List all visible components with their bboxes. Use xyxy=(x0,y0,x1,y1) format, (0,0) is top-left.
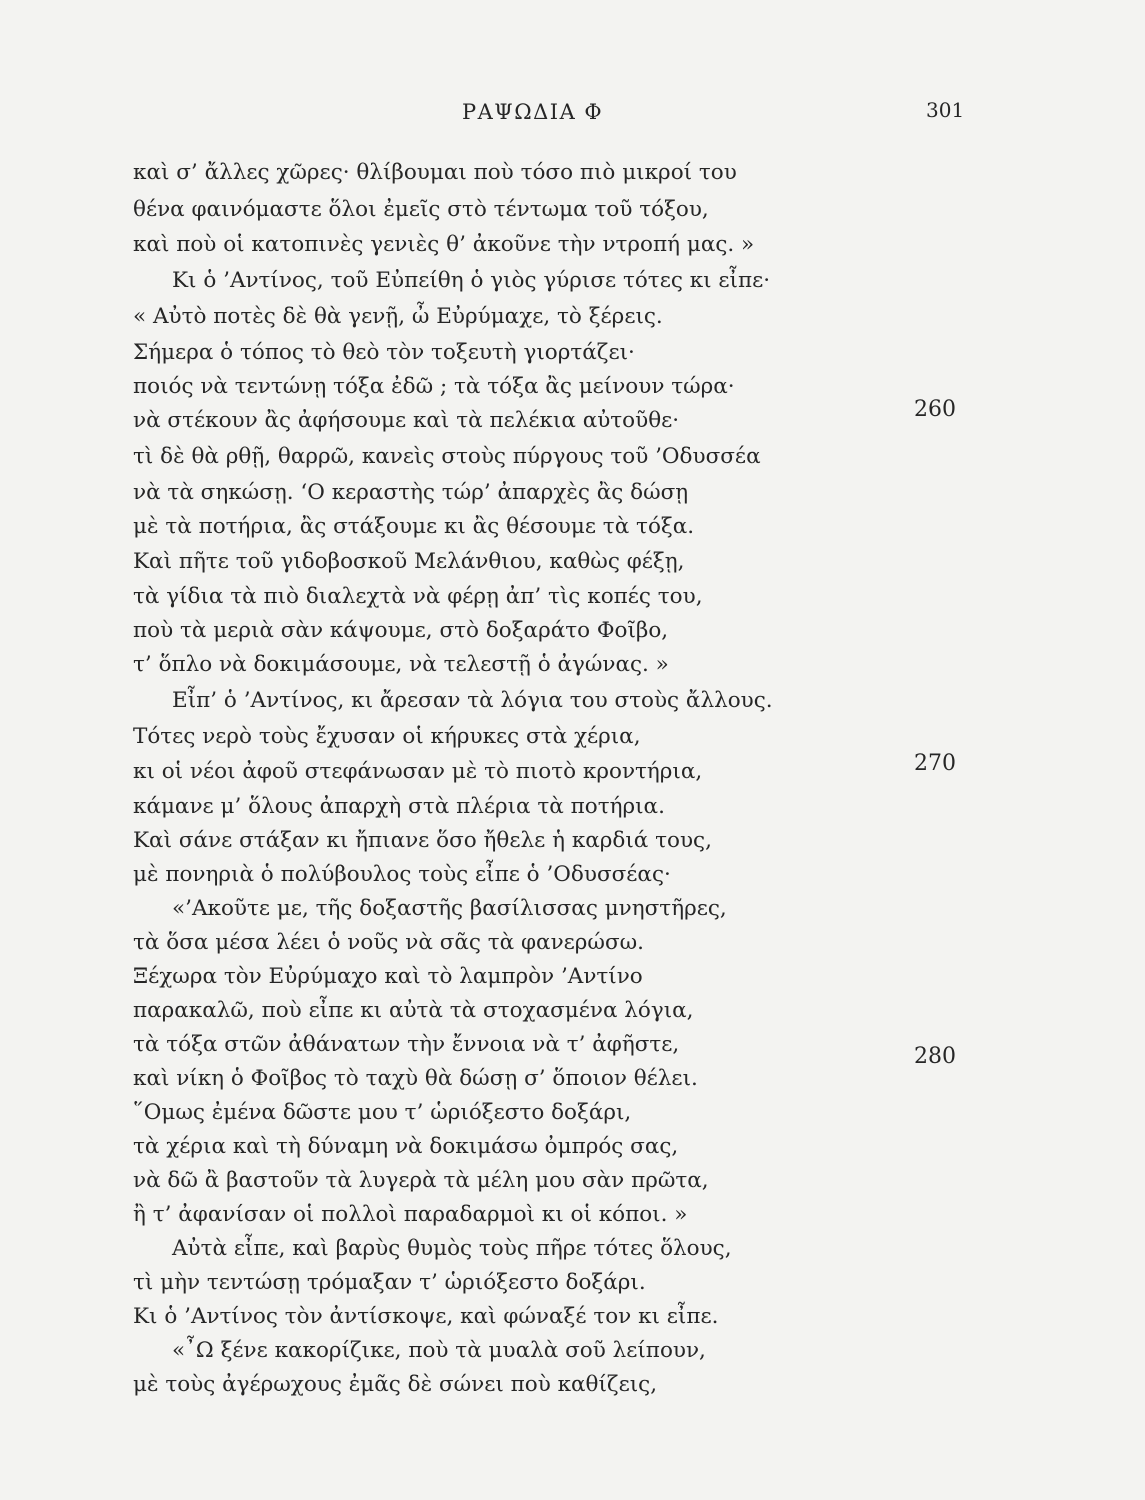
verse-line: Κι ὁ ’Αντίνος τὸν ἀντίσκοψε, καὶ φώναξέ τον κι εἶπε. xyxy=(133,1304,719,1329)
line-number: 260 xyxy=(914,397,956,422)
verse-line: τὰ χέρια καὶ τὴ δύναμη νὰ δοκιμάσω ὀμπρός σας, xyxy=(133,1134,679,1159)
verse-line: καὶ ποὺ οἱ κατοπινὲς γενιὲς θ’ ἀκοῦνε τὴν ντροπή μας. » xyxy=(133,232,755,257)
verse-line: τὶ μὴν τεντώσῃ τρόμαξαν τ’ ὡριόξεστο δοξάρι. xyxy=(133,1270,646,1295)
verse-line: νὰ τὰ σηκώσῃ. ‘Ο κεραστὴς τώρ’ ἀπαρχὲς ἂς δώσῃ xyxy=(133,480,689,505)
verse-line: Σήμερα ὁ τόπος τὸ θεὸ τὸν τοξευτὴ γιορτάζει· xyxy=(133,340,635,365)
verse-line: ῞Ομως ἐμένα δῶστε μου τ’ ὡριόξεστο δοξάρι, xyxy=(133,1100,632,1125)
verse-line: Καὶ σάνε στάξαν κι ἤπιανε ὅσο ἤθελε ἡ καρδιά τους, xyxy=(133,828,712,853)
verse-line: τὰ ὅσα μέσα λέει ὁ νοῦς νὰ σᾶς τὰ φανερώσω. xyxy=(133,930,645,955)
verse-line: ποιός νὰ τεντώνῃ τόξα ἐδῶ ; τὰ τόξα ἂς μείνουν τώρα· xyxy=(133,374,735,399)
verse-line: Καὶ πῆτε τοῦ γιδοβοσκοῦ Μελάνθιου, καθὼς φέξῃ, xyxy=(133,549,685,574)
verse-line: νὰ δῶ ἂ βαστοῦν τὰ λυγερὰ τὰ μέλη μου σὰν πρῶτα, xyxy=(133,1168,709,1193)
verse-line: κι οἱ νέοι ἀφοῦ στεφάνωσαν μὲ τὸ πιοτὸ κροντήρια, xyxy=(133,759,703,784)
verse-line: τὰ γίδια τὰ πιὸ διαλεχτὰ νὰ φέρῃ ἀπ’ τὶς κοπές του, xyxy=(133,584,703,609)
page-number: 301 xyxy=(926,98,965,122)
verse-line: θένα φαινόμαστε ὅλοι ἐμεῖς στὸ τέντωμα τοῦ τόξου, xyxy=(133,197,709,222)
verse-line: Κι ὁ ’Αντίνος, τοῦ Εὐπείθη ὁ γιὸς γύρισε τότες κι εἶπε· xyxy=(172,268,771,293)
verse-line: μὲ τοὺς ἀγέρωχους ἐμᾶς δὲ σώνει ποὺ καθίζεις, xyxy=(133,1372,658,1397)
verse-line: Ξέχωρα τὸν Εὐρύμαχο καὶ τὸ λαμπρὸν ’Αντίνο xyxy=(133,964,643,989)
verse-line: Τότες νερὸ τοὺς ἔχυσαν οἱ κήρυκες στὰ χέρια, xyxy=(133,724,641,749)
verse-line: «’Ακοῦτε με, τῆς δοξαστῆς βασίλισσας μνηστῆρες, xyxy=(172,896,727,921)
verse-line: νὰ στέκουν ἂς ἀφήσουμε καὶ τὰ πελέκια αὐτοῦθε· xyxy=(133,408,680,433)
verse-line: μὲ πονηριὰ ὁ πολύβουλος τοὺς εἶπε ὁ ’Οδυσσέας· xyxy=(133,862,671,887)
verse-line: παρακαλῶ, ποὺ εἶπε κι αὐτὰ τὰ στοχασμένα λόγια, xyxy=(133,998,694,1023)
verse-line: ἢ τ’ ἀφανίσαν οἱ πολλοὶ παραδαρμοὶ κι οἱ κόποι. » xyxy=(133,1202,688,1227)
line-number: 270 xyxy=(914,751,956,776)
verse-line: τ’ ὅπλο νὰ δοκιμάσουμε, νὰ τελεστῇ ὁ ἀγώνας. » xyxy=(133,652,669,677)
verse-line: τὰ τόξα στῶν ἀθάνατων τὴν ἔννοια νὰ τ’ ἀφῆστε, xyxy=(133,1032,680,1057)
line-number: 280 xyxy=(914,1044,956,1069)
verse-line: καὶ σ’ ἄλλες χῶρες· θλίβουμαι ποὺ τόσο πιὸ μικροί του xyxy=(133,160,737,185)
verse-line: Αὐτὰ εἶπε, καὶ βαρὺς θυμὸς τοὺς πῆρε τότες ὅλους, xyxy=(172,1236,732,1261)
verse-line: « Αὐτὸ ποτὲς δὲ θὰ γενῇ, ὦ Εὐρύμαχε, τὸ ξέρεις. xyxy=(133,304,663,329)
verse-line: μὲ τὰ ποτήρια, ἂς στάξουμε κι ἂς θέσουμε τὰ τόξα. xyxy=(133,514,695,539)
verse-line: καὶ νίκη ὁ Φοῖβος τὸ ταχὺ θὰ δώσῃ σ’ ὅποιον θέλει. xyxy=(133,1066,698,1091)
verse-line: κάμανε μ’ ὅλους ἀπαρχὴ στὰ πλέρια τὰ ποτήρια. xyxy=(133,794,665,819)
verse-line: «῏Ω ξένε κακορίζικε, ποὺ τὰ μυαλὰ σοῦ λείπουν, xyxy=(172,1338,706,1363)
verse-line: τὶ δὲ θὰ ρθῇ, θαρρῶ, κανεὶς στοὺς πύργους τοῦ ’Οδυσσέα xyxy=(133,444,761,469)
verse-line: Εἶπ’ ὁ ’Αντίνος, κι ἄρεσαν τὰ λόγια του στοὺς ἄλλους. xyxy=(172,688,773,713)
verse-line: ποὺ τὰ μεριὰ σὰν κάψουμε, στὸ δοξαράτο Φοῖβο, xyxy=(133,618,669,643)
chapter-title: ΡΑΨΩΔΙΑ Φ xyxy=(462,100,604,124)
